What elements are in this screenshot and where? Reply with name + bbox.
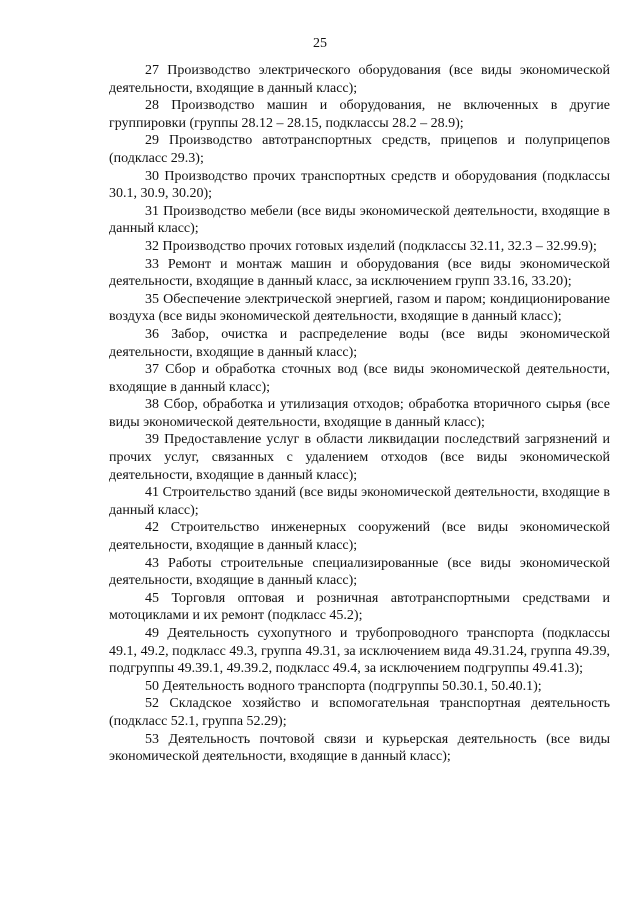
paragraph-33: 33 Ремонт и монтаж машин и оборудования (все виды экономической деятельности, входящие в данный класс, за исключением групп 33.16, 33.20);	[109, 256, 610, 290]
paragraph-42: 42 Строительство инженерных сооружений (все виды экономической деятельности, входящие в данный класс);	[109, 520, 610, 554]
paragraph-29: 29 Производство автотранспортных средств, прицепов и полуприцепов (подкласс 29.3);	[109, 133, 610, 166]
page-number: 25	[313, 36, 327, 51]
paragraph-39: 39 Предоставление услуг в области ликвидации последствий загрязнений и прочих услуг, связанных с удалением отходов (все виды экономической деятельности, входящие в данный класс);	[109, 432, 610, 483]
paragraph-28: 28 Производство машин и оборудования, не включенных в другие группировки (группы 28.12 – 28.15, подклассы 28.2 – 28.9);	[109, 98, 610, 131]
paragraph-49: 49 Деятельность сухопутного и трубопроводного транспорта (подклассы 49.1, 49.2, подкласс 49.3, группа 49.31, за исключением вида 49.31.24, группа 49.39, подгруппы 49.39.1, 49.39.2, подкласс 49.4, за исключением подгруппы 49.41.3);	[109, 626, 610, 677]
paragraph-31: 31 Производство мебели (все виды экономической деятельности, входящие в данный класс);	[109, 203, 610, 237]
paragraph-30: 30 Производство прочих транспортных средств и оборудования (подклассы 30.1, 30.9, 30.20);	[109, 168, 610, 202]
paragraph-36: 36 Забор, очистка и распределение воды (все виды экономической деятельности, входящие в данный класс);	[109, 326, 610, 360]
paragraph-32: 32 Производство прочих готовых изделий (подклассы 32.11, 32.3 – 32.99.9);	[145, 238, 597, 254]
document-body	[109, 62, 610, 766]
paragraph-38: 38 Сбор, обработка и утилизация отходов; обработка вторичного сырья (все виды экономической деятельности, входящие в данный класс);	[109, 397, 610, 430]
paragraph-27: 27 Производство электрического оборудования (все виды экономической деятельности, входящие в данный класс);	[109, 63, 610, 96]
paragraph-50: 50 Деятельность водного транспорта (подгруппы 50.30.1, 50.40.1);	[145, 678, 542, 694]
paragraph-52: 52 Складское хозяйство и вспомогательная транспортная деятельность (подкласс 52.1, группа 52.29);	[109, 696, 610, 729]
paragraph-43: 43 Работы строительные специализированные (все виды экономической деятельности, входящие в данный класс);	[109, 555, 610, 589]
paragraph-37: 37 Сбор и обработка сточных вод (все виды экономической деятельности, входящие в данный класс);	[109, 362, 610, 395]
paragraph-35: 35 Обеспечение электрической энергией, газом и паром; кондиционирование воздуха (все виды экономической деятельности, входящие в данный класс);	[109, 291, 610, 325]
paragraph-45: 45 Торговля оптовая и розничная автотранспортными средствами и мотоциклами и их ремонт (подкласс 45.2);	[109, 590, 610, 624]
paragraph-41: 41 Строительство зданий (все виды экономической деятельности, входящие в данный класс);	[109, 485, 610, 518]
paragraph-53: 53 Деятельность почтовой связи и курьерская деятельность (все виды экономической деятельности, входящие в данный класс);	[109, 731, 610, 765]
